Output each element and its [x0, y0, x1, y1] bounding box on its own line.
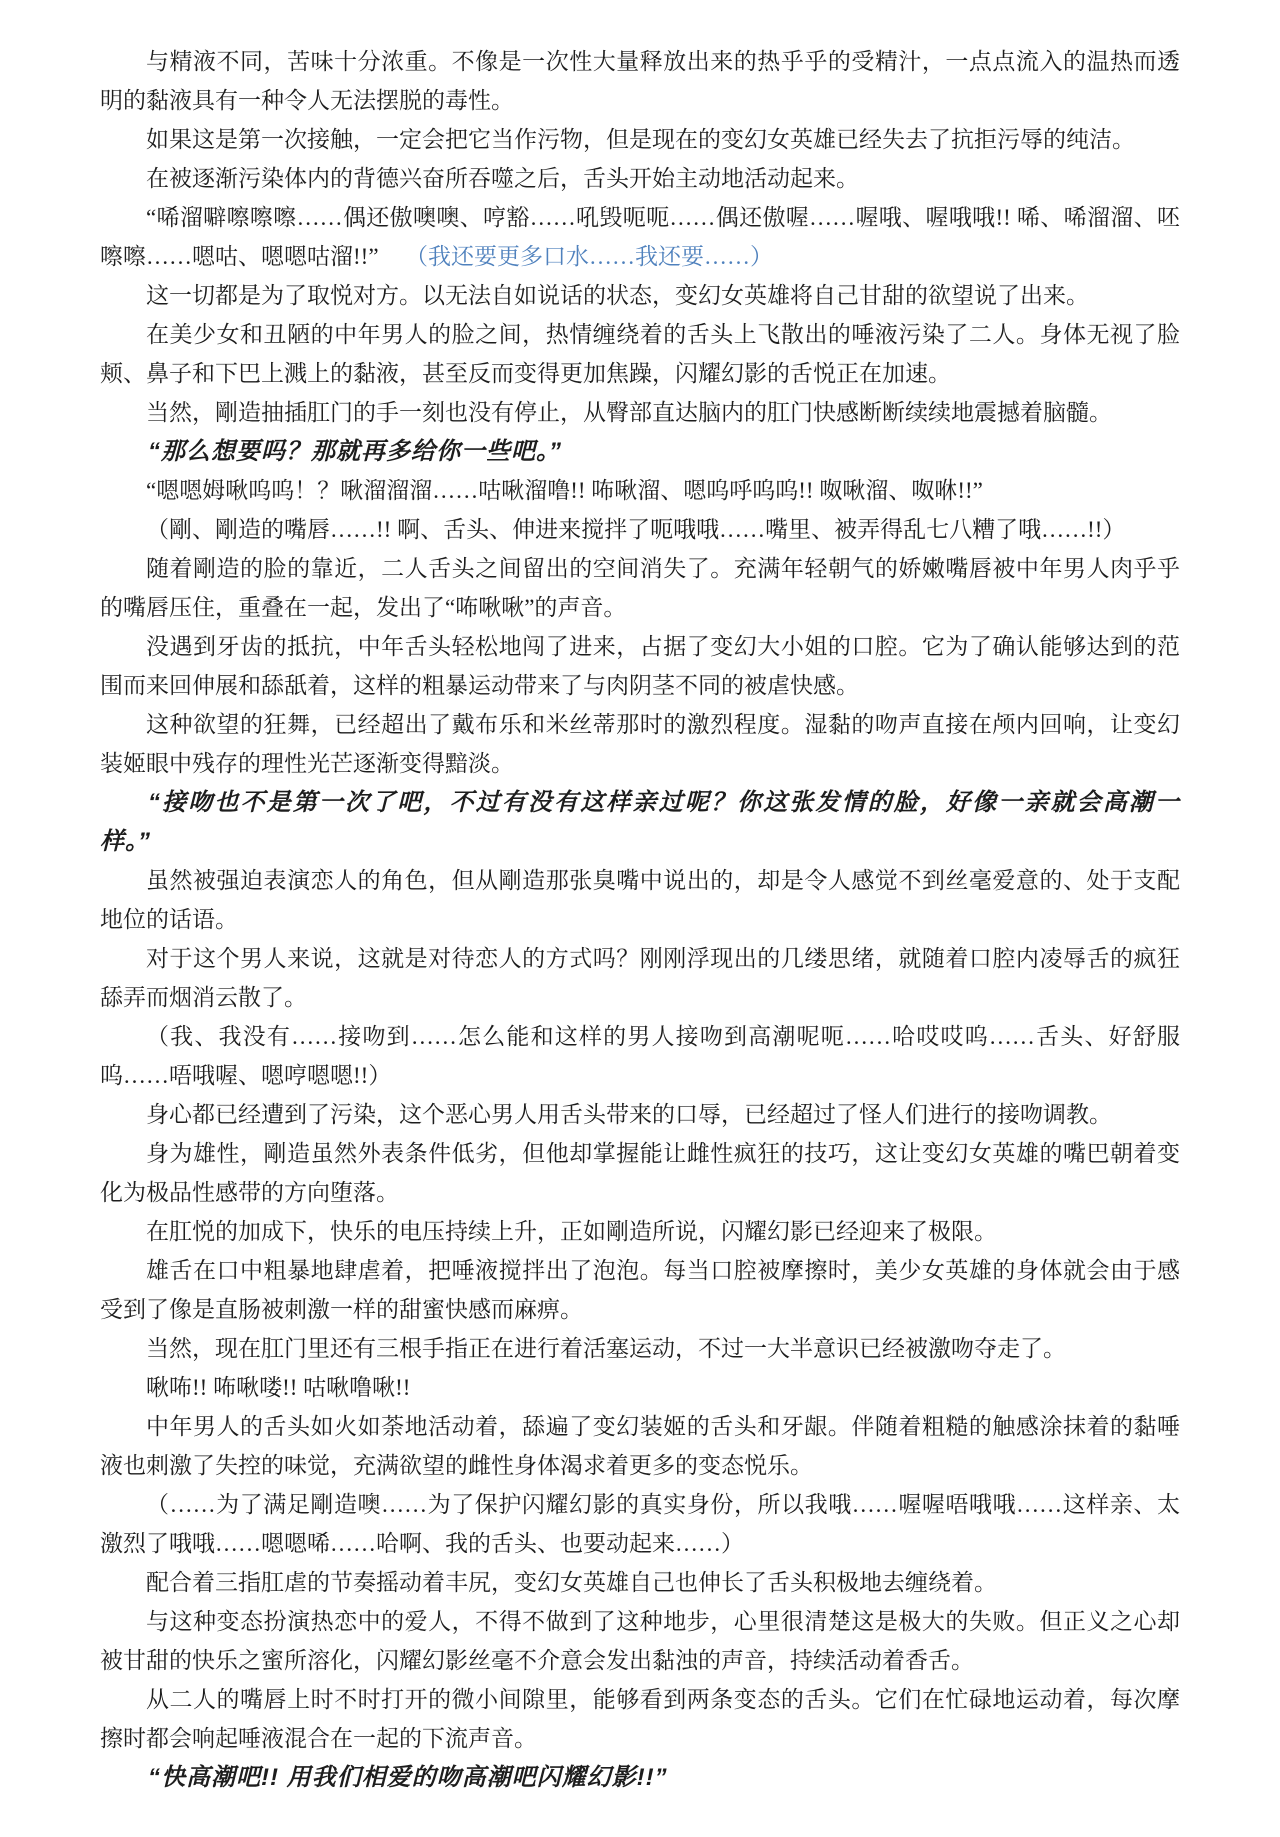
dialogue-line: “那么想要吗？那就再多给你一些吧。”	[148, 438, 562, 465]
paragraph: 身为雄性，剛造虽然外表条件低劣，但他却掌握能让雌性疯狂的技巧，这让变幻女英雄的嘴巴朝着变化为极品性感带的方向堕落。	[100, 1141, 1180, 1205]
paragraph: 虽然被强迫表演恋人的角色，但从剛造那张臭嘴中说出的，却是令人感觉不到丝毫爱意的、处于支配地位的话语。	[100, 868, 1180, 932]
paragraph: 啾咘!! 咘啾喽!! 咕啾噜啾!!	[146, 1375, 411, 1400]
paragraph: 这种欲望的狂舞，已经超出了戴布乐和米丝蒂那时的激烈程度。湿黏的吻声直接在颅内回响，让变幻装姬眼中残存的理性光芒逐渐变得黯淡。	[100, 712, 1180, 776]
paragraph: 这一切都是为了取悦对方。以无法自如说话的状态，变幻女英雄将自己甘甜的欲望说了出来。	[146, 283, 1089, 308]
paragraph: 身心都已经遭到了污染，这个恶心男人用舌头带来的口辱，已经超过了怪人们进行的接吻调教。	[146, 1102, 1112, 1127]
paragraph: （……为了满足剛造噢……为了保护闪耀幻影的真实身份，所以我哦……喔喔唔哦哦……这样亲、太激烈了哦哦……嗯嗯唏……哈啊、我的舌头、也要动起来……）	[100, 1492, 1180, 1556]
spoken-onomatopoeia-text: “唏溜噼嚓嚓嚓……偶还傲噢噢、哼豁……吼毁呃呃……偶还傲喔……喔哦、喔哦哦!! 唏、唏溜溜、呸嚓嚓……嗯咕、嗯嗯咕溜!!”	[100, 205, 1180, 269]
paragraph: 中年男人的舌头如火如荼地活动着，舔遍了变幻装姬的舌头和牙龈。伴随着粗糙的触感涂抹着的黏唾液也刺激了失控的味觉，充满欲望的雌性身体渴求着更多的变态悦乐。	[100, 1414, 1180, 1478]
paragraph: 配合着三指肛虐的节奏摇动着丰尻，变幻女英雄自己也伸长了舌头积极地去缠绕着。	[146, 1570, 997, 1595]
dialogue-line: “快高潮吧!! 用我们相爱的吻高潮吧闪耀幻影!!”	[148, 1764, 668, 1791]
paragraph: 没遇到牙齿的抵抗，中年舌头轻松地闯了进来，占据了变幻大小姐的口腔。它为了确认能够达到的范围而来回伸展和舔舐着，这样的粗暴运动带来了与肉阴茎不同的被虐快感。	[100, 634, 1180, 698]
paragraph: 当然，现在肛门里还有三根手指正在进行着活塞运动，不过一大半意识已经被激吻夺走了。	[146, 1336, 1066, 1361]
paragraph: “嗯嗯姆啾呜呜！？啾溜溜溜……咕啾溜噜!! 咘啾溜、嗯呜呼呜呜!! 呶啾溜、呶咻!!”	[146, 478, 983, 503]
dialogue-line: “接吻也不是第一次了吧，不过有没有这样亲过呢？你这张发情的脸，好像一亲就会高潮一样。”	[100, 789, 1180, 855]
paragraph: 与这种变态扮演热恋中的爱人，不得不做到了这种地步，心里很清楚这是极大的失败。但正义之心却被甘甜的快乐之蜜所溶化，闪耀幻影丝毫不介意会发出黏浊的声音，持续活动着香舌。	[100, 1609, 1180, 1673]
paragraph: 雄舌在口中粗暴地肆虐着，把唾液搅拌出了泡泡。每当口腔被摩擦时，美少女英雄的身体就会由于感受到了像是直肠被刺激一样的甜蜜快感而麻痹。	[100, 1258, 1180, 1322]
paragraph-with-inner-voice	[100, 198, 1180, 276]
paragraph: 在肛悦的加成下，快乐的电压持续上升，正如剛造所说，闪耀幻影已经迎来了极限。	[146, 1219, 997, 1244]
paragraph: 在被逐渐污染体内的背德兴奋所吞噬之后，舌头开始主动地活动起来。	[146, 166, 859, 191]
paragraph: 随着剛造的脸的靠近，二人舌头之间留出的空间消失了。充满年轻朝气的娇嫩嘴唇被中年男人肉乎乎的嘴唇压住，重叠在一起，发出了“咘啾啾”的声音。	[100, 556, 1180, 620]
paragraph: （剛、剛造的嘴唇……!! 啊、舌头、伸进来搅拌了呃哦哦……嘴里、被弄得乱七八糟了哦……!!）	[146, 517, 1126, 542]
paragraph: 对于这个男人来说，这就是对待恋人的方式吗？刚刚浮现出的几缕思绪，就随着口腔内凌辱舌的疯狂舔弄而烟消云散了。	[100, 946, 1180, 1010]
paragraph: （我、我没有……接吻到……怎么能和这样的男人接吻到高潮呢呃……哈哎哎呜……舌头、好舒服呜……唔哦喔、嗯哼嗯嗯!!）	[100, 1024, 1180, 1088]
paragraph: 从二人的嘴唇上时不时打开的微小间隙里，能够看到两条变态的舌头。它们在忙碌地运动着，每次摩擦时都会响起唾液混合在一起的下流声音。	[100, 1687, 1180, 1751]
paragraph: 当然，剛造抽插肛门的手一刻也没有停止，从臀部直达脑内的肛门快感断断续续地震撼着脑髓。	[146, 400, 1112, 425]
inner-voice-text: （我还要更多口水……我还要……）	[404, 244, 773, 269]
paragraph: 与精液不同，苦味十分浓重。不像是一次性大量释放出来的热乎乎的受精汁，一点点流入的温热而透明的黏液具有一种令人无法摆脱的毒性。	[100, 49, 1180, 113]
paragraph: 在美少女和丑陋的中年男人的脸之间，热情缠绕着的舌头上飞散出的唾液污染了二人。身体无视了脸颊、鼻子和下巴上溅上的黏液，甚至反而变得更加焦躁，闪耀幻影的舌悦正在加速。	[100, 322, 1180, 386]
paragraph: 如果这是第一次接触，一定会把它当作污物，但是现在的变幻女英雄已经失去了抗拒污辱的纯洁。	[146, 127, 1135, 152]
